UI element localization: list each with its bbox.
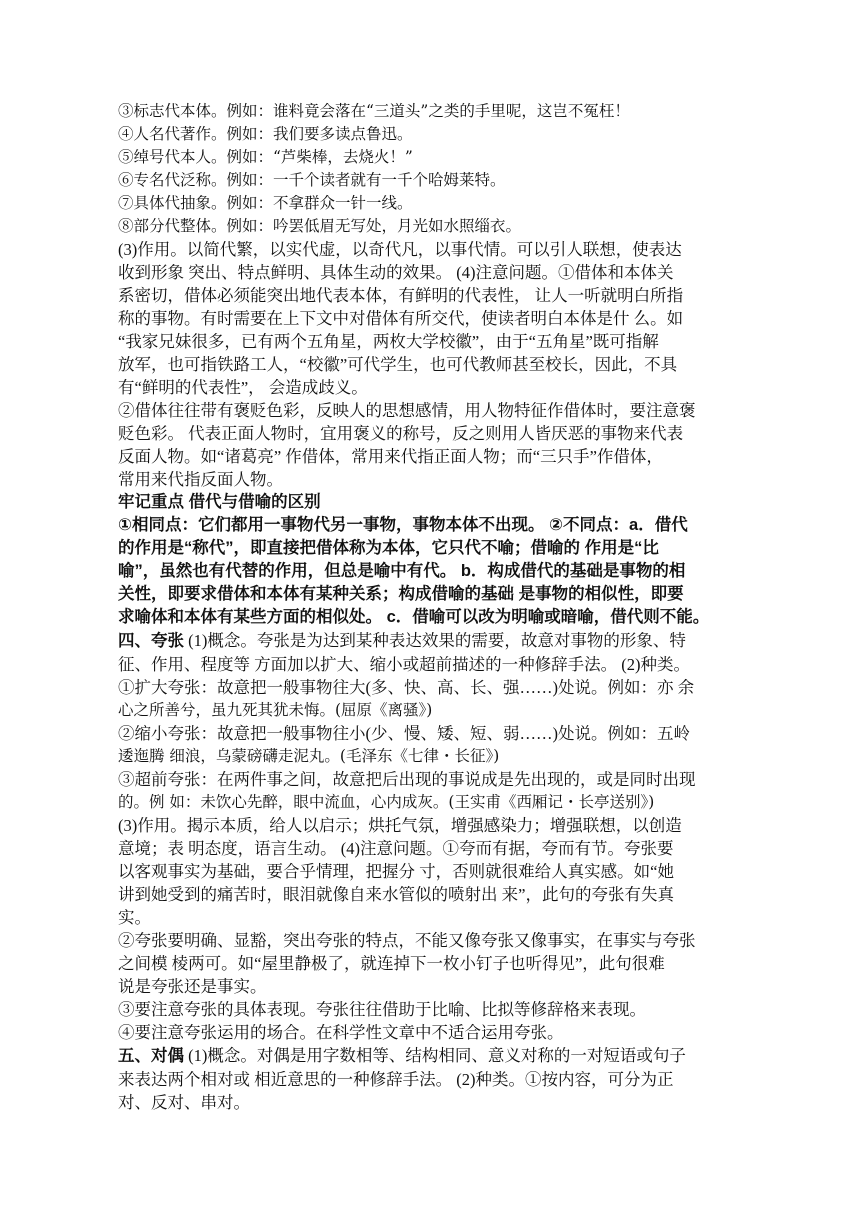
- line-text: ①扩大夸张：故意把一般事物往大(多、快、高、长、强……)处说。例如：亦 余: [118, 678, 695, 697]
- line-text: (3)作用。以简代繁，以实代虚，以奇代凡，以事代情。可以引人联想，使表达: [118, 240, 682, 259]
- line-text: 的作用是“称代”，即直接把借体称为本体，它只代不喻；借喻的 作用是“比: [118, 539, 659, 557]
- line-text: 之间模 棱两可。如“屋里静极了，就连掉下一枚小钉子也听得见”，此句很难: [118, 954, 665, 973]
- paragraph-line: [118, 653, 752, 676]
- line-text: 对、反对、串对。: [118, 1093, 250, 1112]
- line-text: 常用来代指反面人物。: [118, 470, 283, 489]
- line-text: 放军，也可指铁路工人，“校徽”可代学生，也可代教师甚至校长，因此，不具: [118, 355, 678, 374]
- line-text: 系密切，借体必须能突出地代表本体，有鲜明的代表性， 让人一听就明白所指: [118, 286, 684, 305]
- line-text: 求喻体和本体有某些方面的相似处。 c．借喻可以改为明喻或暗喻，借代则不能。: [118, 608, 710, 626]
- line-text: ①相同点：它们都用一事物代另一事物，事物本体不出现。 ②不同点：a．借代: [118, 516, 688, 534]
- paragraph-line: [118, 307, 752, 330]
- line-text: ③超前夸张：在两件事之间，故意把后出现的事说成是先出现的，或是同时出现: [118, 770, 696, 789]
- key-point-line: [118, 583, 752, 606]
- line-text: ③要注意夸张的具体表现。夸张往往借助于比喻、比拟等修辞格来表现。: [118, 1000, 646, 1019]
- line-text: 贬色彩。 代表正面人物时，宜用褒义的称号，反之则用人皆厌恶的事物来代表: [118, 424, 684, 443]
- paragraph-line: [118, 1021, 752, 1044]
- paragraph-line: [118, 837, 752, 860]
- line-text: 说是夸张还是事实。: [118, 977, 267, 996]
- paragraph-line: [118, 975, 752, 998]
- paragraph-line: [118, 422, 752, 445]
- line-text: 收到形象 突出、特点鲜明、具体生动的效果。 (4)注意问题。①借体和本体关: [118, 263, 674, 282]
- line-text: ⑥专名代泛称。例如：一千个读者就有一千个哈姆莱特。: [118, 171, 506, 189]
- line-text: ②缩小夸张：故意把一般事物往小(少、慢、矮、短、弱……)处说。例如：五岭: [118, 724, 690, 743]
- line-text: 以客观事实为基础，要合乎情理，把握分 寸，否则就很难给人真实感。如“她: [118, 862, 674, 881]
- paragraph-line: [118, 1044, 752, 1068]
- paragraph-line: [118, 445, 752, 468]
- paragraph-line: [118, 284, 752, 307]
- key-point-line: [118, 491, 752, 514]
- line-text: 来表达两个相对或 相近意思的一种修辞手法。 (2)种类。①按内容，可分为正: [118, 1070, 674, 1089]
- example-line: [118, 215, 752, 238]
- paragraph-line: [118, 929, 752, 952]
- line-text: 反面人物。如“诸葛亮” 作借体，常用来代指正面人物；而“三只手”作借体，: [118, 447, 663, 466]
- section-heading: 五、对偶: [118, 1047, 184, 1065]
- line-text: ⑧部分代整体。例如：吟罢低眉无写处，月光如水照缁衣。: [118, 217, 522, 235]
- line-text: 喻”，虽然也有代替的作用，但总是喻中有代。 b．构成借代的基础是事物的相: [118, 562, 686, 580]
- paragraph-line: [118, 814, 752, 837]
- line-text: “我家兄妹很多，已有两个五角星，两枚大学校徽”，由于“五角星”既可指解: [118, 332, 659, 351]
- line-text: 实。: [118, 908, 151, 927]
- paragraph-line: [118, 722, 752, 745]
- line-text: 意境；表 明态度，语言生动。 (4)注意问题。①夸而有据，夸而有节。夸张要: [118, 839, 674, 858]
- paragraph-line: [118, 860, 752, 883]
- line-text: ⑦具体代抽象。例如：不拿群众一针一线。: [118, 194, 413, 212]
- paragraph-line: [118, 906, 752, 929]
- line-text: 逶迤腾 细浪，乌蒙磅礴走泥丸。(毛泽东《七律・长征》): [118, 747, 500, 765]
- line-text: ④人名代著作。例如：我们要多读点鲁迅。: [118, 125, 413, 143]
- paragraph-line: [118, 1068, 752, 1091]
- section-heading: 四、夸张: [118, 632, 184, 650]
- example-line: [118, 169, 752, 192]
- paragraph-line: [118, 399, 752, 422]
- paragraph-line: [118, 353, 752, 376]
- paragraph-line: [118, 238, 752, 261]
- line-text: (3)作用。揭示本质，给人以启示；烘托气氛，增强感染力；增强联想，以创造: [118, 816, 682, 835]
- paragraph-line: [118, 330, 752, 353]
- key-point-line: [118, 537, 752, 560]
- line-text: 称的事物。有时需要在上下文中对借体有所交代，使读者明白本体是什 么。如: [118, 309, 684, 328]
- paragraph-line: [118, 768, 752, 791]
- example-line: [118, 146, 752, 169]
- paragraph-line: [118, 261, 752, 284]
- line-text: ⑤绰号代本人。例如：“芦柴棒，去烧火！”: [118, 148, 413, 166]
- line-text: 有“鲜明的代表性”， 会造成歧义。: [118, 378, 368, 397]
- document-body: [118, 100, 752, 1114]
- paragraph-line: [118, 883, 752, 906]
- example-line: [118, 699, 752, 722]
- paragraph-line: [118, 629, 752, 653]
- example-line: [118, 192, 752, 215]
- example-line: [118, 123, 752, 146]
- line-text: 征、作用、程度等 方面加以扩大、缩小或超前描述的一种修辞手法。 (2)种类。: [118, 655, 690, 674]
- paragraph-line: [118, 998, 752, 1021]
- example-line: [118, 791, 752, 814]
- paragraph-line: [118, 1091, 752, 1114]
- line-text: ③标志代本体。例如：谁料竟会落在“三道头”之类的手里呢，这岂不冤枉！: [118, 102, 630, 120]
- paragraph-line: [118, 952, 752, 975]
- paragraph-line: [118, 468, 752, 491]
- line-text: ④要注意夸张运用的场合。在科学性文章中不适合运用夸张。: [118, 1023, 564, 1042]
- line-text: (1)概念。夸张是为达到某种表达效果的需要，故意对事物的形象、特: [184, 631, 686, 650]
- line-text: 心之所善兮，虽九死其犹未悔。(屈原《离骚》): [118, 701, 433, 719]
- paragraph-line: [118, 676, 752, 699]
- line-text: 牢记重点 借代与借喻的区别: [118, 493, 321, 511]
- line-text: ②借体往往带有褒贬色彩，反映人的思想感情，用人物特征作借体时，要注意褒: [118, 401, 696, 420]
- example-line: [118, 100, 752, 123]
- line-text: 关性，即要求借体和本体有某种关系；构成借喻的基础 是事物的相似性，即要: [118, 585, 684, 603]
- key-point-line: [118, 514, 752, 537]
- paragraph-line: [118, 376, 752, 399]
- line-text: 的。例 如：未饮心先醉，眼中流血，心内成灰。(王实甫《西厢记・长亭送别》): [118, 793, 655, 811]
- example-line: [118, 745, 752, 768]
- line-text: (1)概念。对偶是用字数相等、结构相同、意义对称的一对短语或句子: [184, 1046, 686, 1065]
- line-text: ②夸张要明确、显豁，突出夸张的特点，不能又像夸张又像事实，在事实与夸张: [118, 931, 696, 950]
- key-point-line: [118, 606, 752, 629]
- line-text: 讲到她受到的痛苦时，眼泪就像自来水管似的喷射出 来”，此句的夸张有失真: [118, 885, 674, 904]
- key-point-line: [118, 560, 752, 583]
